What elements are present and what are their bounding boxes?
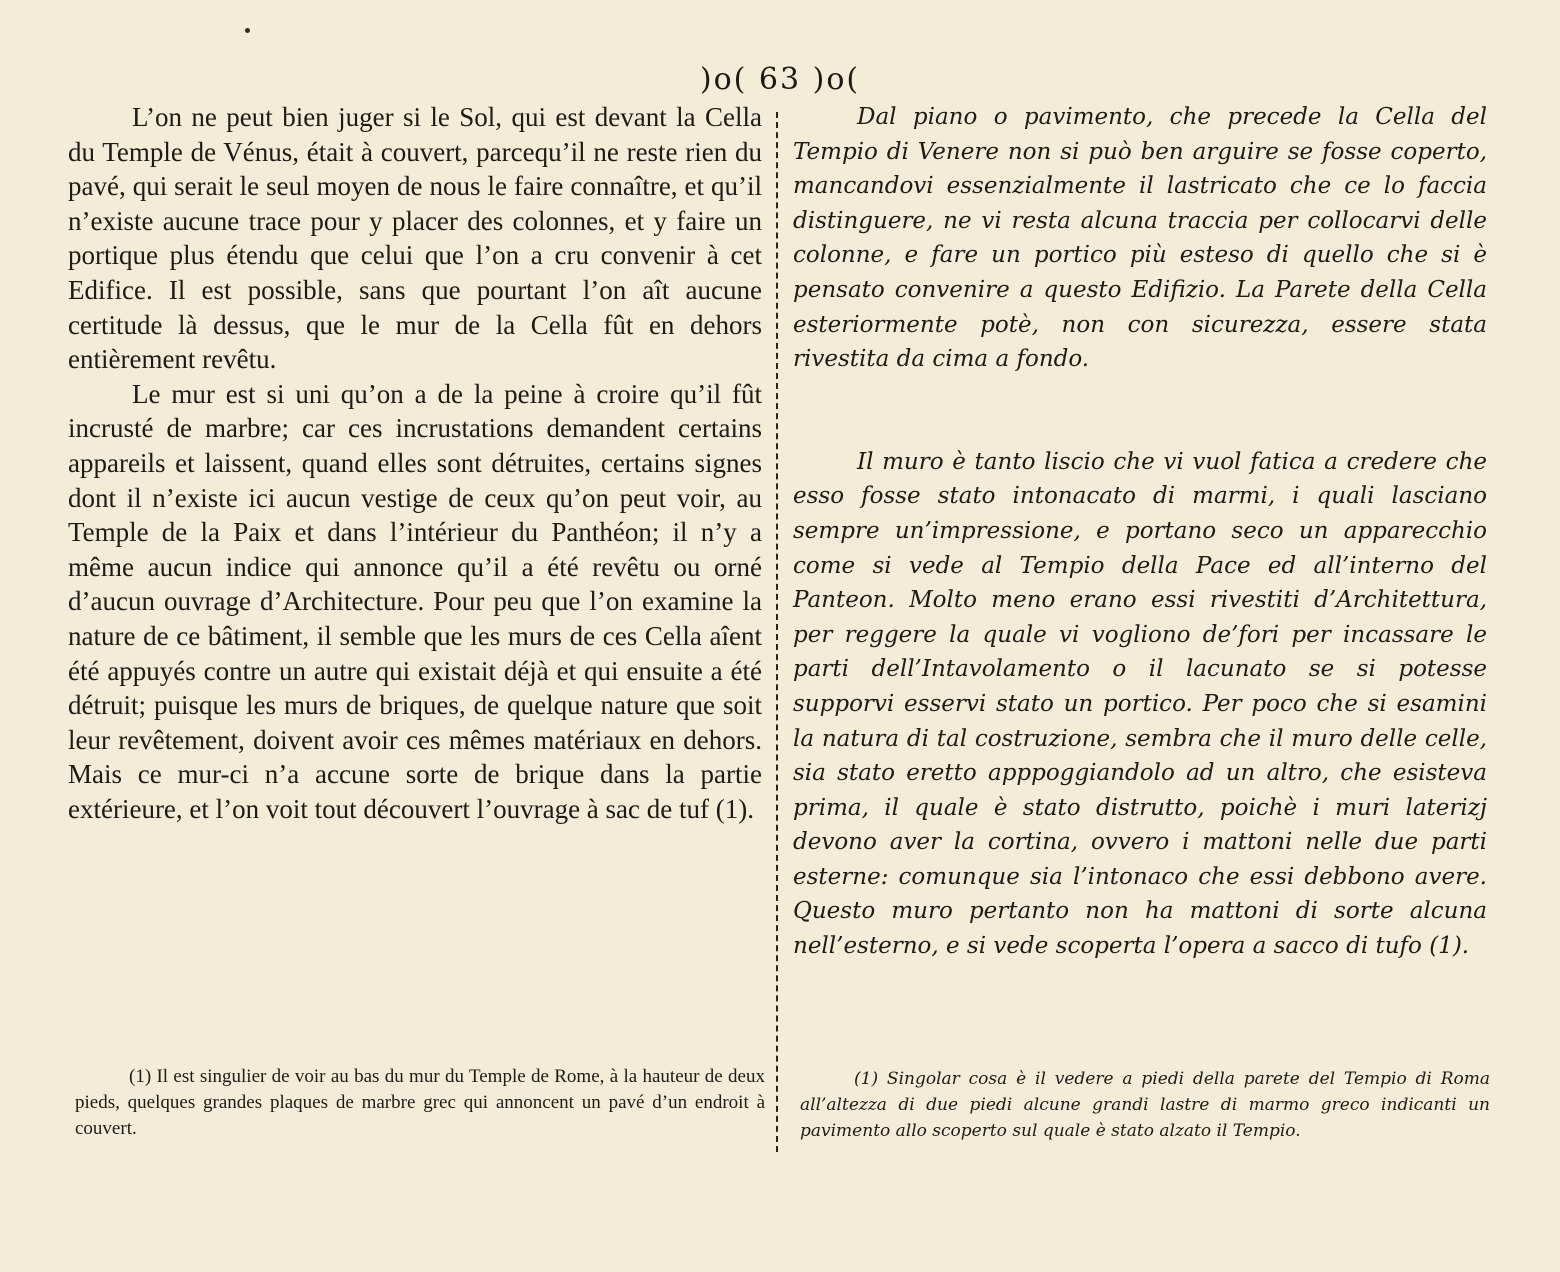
ink-spot xyxy=(245,28,250,33)
french-footnote xyxy=(75,1064,765,1142)
italian-paragraph-2: Il muro è tanto liscio che vi vuol fatica a credere che esso fosse stato intonacato di marmi, i quali lasciano sempre un’impressione, e portano seco un apparecchio come si vede al Tempio della Pace ed all’interno del Panteon. Molto meno erano essi rivestiti d’Architettura, per reggere la quale vi vogliono de’fori per incassare le parti dell’Intavolamento o il lacunato se si potesse supporvi esservi stato un portico. Per poco che si esamini la natura di tal costruzione, sembra che il muro delle celle, sia stato eretto apppoggiandolo ad un altro, che esisteva prima, il quale è stato distrutto, poichè i muri laterizj devono aver la cortina, ovvero i mattoni nelle due parti esterne: comunque sia l’intonaco che essi debbono avere. Questo muro pertanto non ha mattoni di sorte alcuna nell’esterno, e si vede scoperta l’opera a sacco di tufo (1). xyxy=(793,448,1487,960)
french-paragraph-2: Le mur est si uni qu’on a de la peine à croire qu’il fût incrusté de marbre; car ces incrustations demandent certains appareils et laissent, quand elles sont détruites, certains signes dont il n’existe ici aucun vestige de ceux qu’on peut voir, au Temple de la Paix et dans l’intérieur du Panthéon; il n’y a même aucun indice qui annonce qu’il a été revêtu ou orné d’aucun ouvrage d’Architecture. Pour peu que l’on examine la nature de ce bâtiment, il semble que les murs de ces Cella aîent été appuyés contre un autre qui existait déjà et qui ensuite a été détruit; puisque les murs de briques, de quelque nature que soit leur revêtement, doivent avoir ces mêmes matériaux en dehors. Mais ce mur-ci n’a accune sorte de brique dans la partie extérieure, et l’on voit tout découvert l’ouvrage à sac de tuf (1). xyxy=(68,378,762,824)
italian-column xyxy=(793,100,1487,964)
french-column xyxy=(68,100,762,826)
italian-paragraph-1: Dal piano o pavimento, che precede la Cella del Tempio di Venere non si può ben arguire se fosse coperto, mancandovi essenzialmente il lastricato che ce lo faccia distinguere, ne vi resta alcuna traccia per collocarvi delle colonne, e fare un portico più esteso di quello che si è pensato convenire a questo Edifizio. La Parete della Cella esteriormente potè, non con sicurezza, essere stata rivestita da cima a fondo. xyxy=(793,104,1487,373)
italian-footnote xyxy=(800,1066,1490,1144)
column-divider xyxy=(776,112,778,1152)
page-number: )o( 63 )o( xyxy=(699,62,861,97)
french-footnote-text: (1) Il est singulier de voir au bas du mur du Temple de Rome, à la hauteur de deux pieds, quelques grandes plaques de marbre grec qui annoncent un pavé d’un endroit à couvert. xyxy=(75,1066,765,1139)
italian-footnote-text: (1) Singolar cosa è il vedere a piedi della parete del Tempio di Roma all’altezza di due piedi alcune grandi lastre di marmo greco indicanti un pavimento allo scoperto sul quale è stato alzato il Tempio. xyxy=(800,1069,1490,1141)
french-paragraph-1: L’on ne peut bien juger si le Sol, qui est devant la Cella du Temple de Vénus, était à couvert, parcequ’il ne reste rien du pavé, qui serait le seul moyen de nous le faire connaître, et qu’il n’existe aucune trace pour y placer des colonnes, et y faire un portique plus étendu que celui que l’on a cru convenir à cet Edifice. Il est possible, sans que pourtant l’on aît aucune certitude là dessus, que le mur de la Cella fût en dehors entièrement revêtu. xyxy=(68,102,762,375)
paragraph-gap xyxy=(793,377,1487,445)
